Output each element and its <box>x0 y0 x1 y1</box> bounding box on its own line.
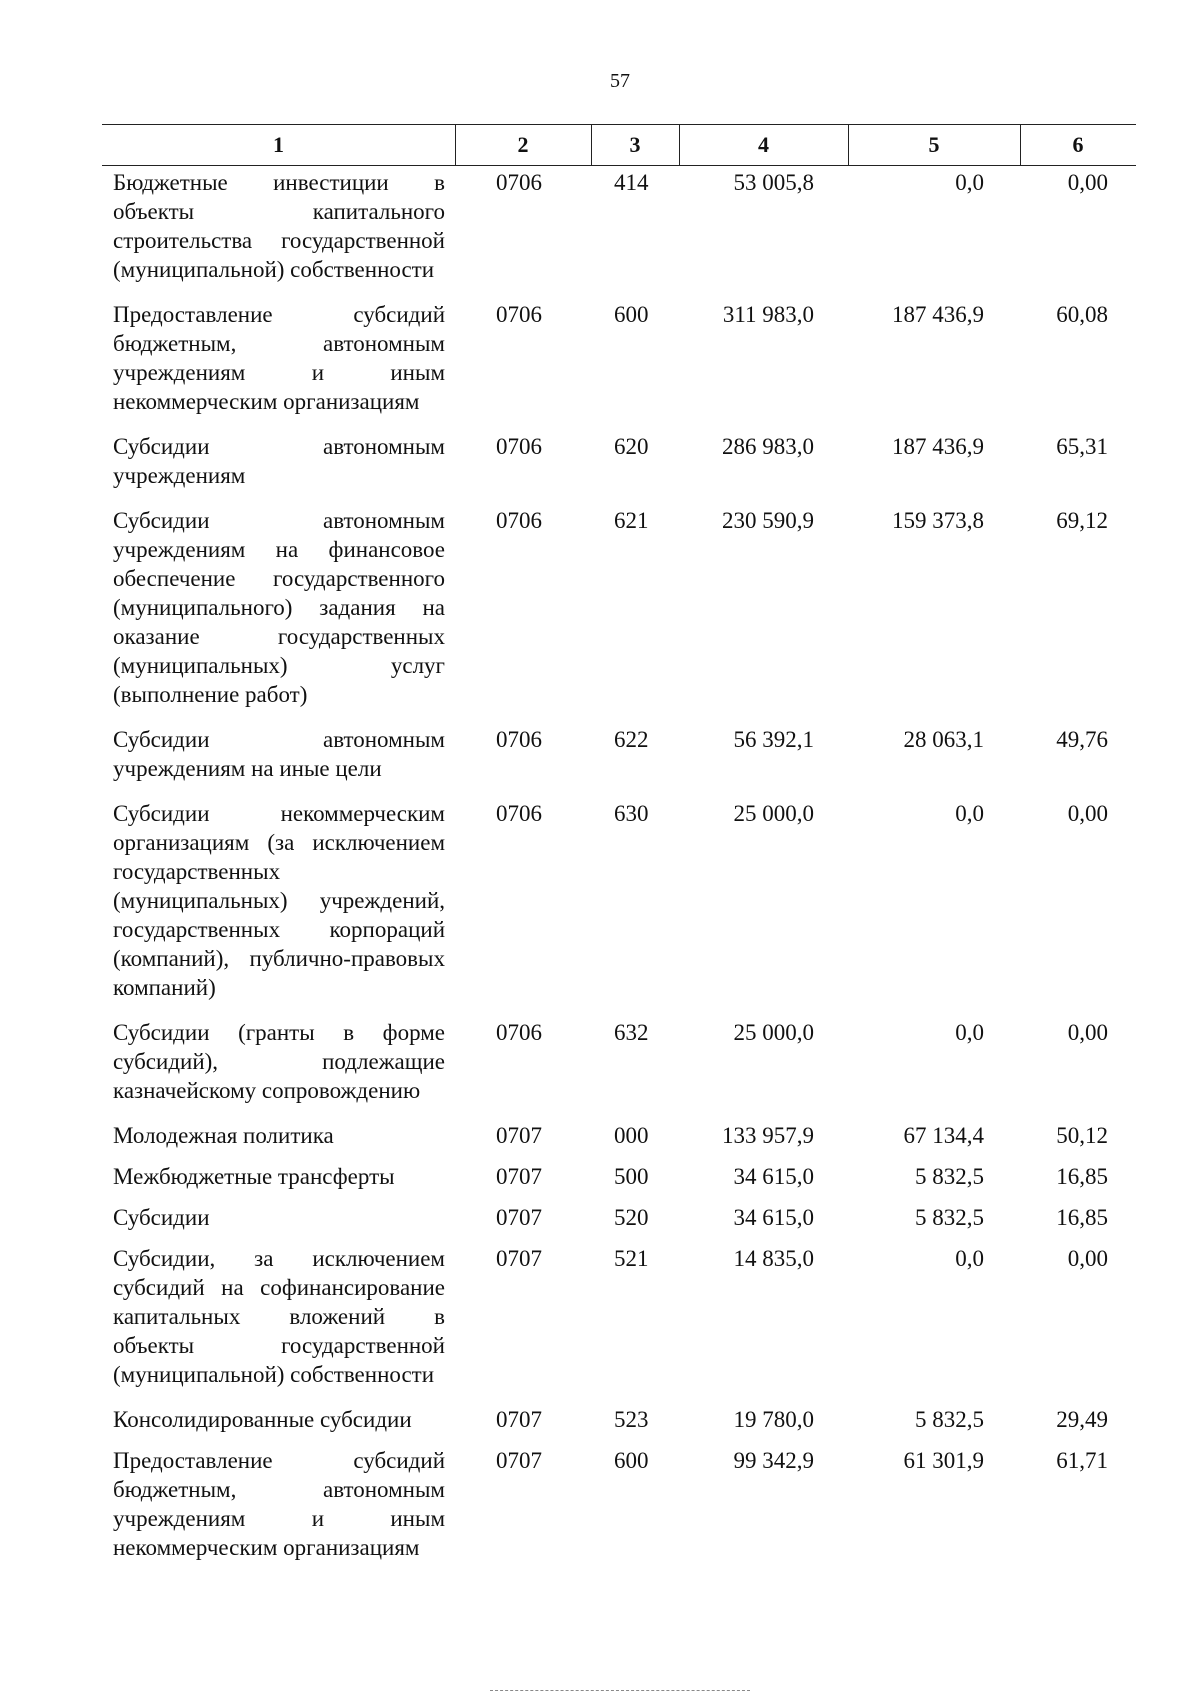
row-planned-amount: 53 005,8 <box>733 170 814 195</box>
row-section-code: 0707 <box>496 1246 542 1271</box>
row-description: Молодежная политика <box>113 1123 334 1148</box>
row-percent: 60,08 <box>1056 302 1108 327</box>
column-header-4: 4 <box>758 132 769 157</box>
row-planned-amount: 14 835,0 <box>733 1246 814 1271</box>
row-expense-type-code: 621 <box>614 508 649 533</box>
row-actual-amount: 159 373,8 <box>892 508 984 533</box>
row-actual-amount: 0,0 <box>955 170 984 195</box>
row-percent: 69,12 <box>1056 508 1108 533</box>
column-header-5: 5 <box>928 132 940 157</box>
row-description: Межбюджетные трансферты <box>113 1164 395 1189</box>
table-body <box>0 168 1200 1562</box>
table-row <box>0 1121 1200 1150</box>
row-section-code: 0707 <box>496 1448 542 1473</box>
column-header-6: 6 <box>1072 132 1084 157</box>
row-description: Субсидии, за исключением субсидий на софинансирование капитальных вложений в объекты государственной (муниципальной) собственности <box>113 1246 445 1387</box>
table-row <box>0 1203 1200 1232</box>
row-planned-amount: 34 615,0 <box>733 1205 814 1230</box>
row-expense-type-code: 500 <box>614 1164 649 1189</box>
row-planned-amount: 311 983,0 <box>722 302 814 327</box>
row-planned-amount: 34 615,0 <box>733 1164 814 1189</box>
row-description: Предоставление субсидий бюджетным, автономным учреждениям и иным некоммерческим организациям <box>113 1448 445 1560</box>
table-row <box>0 168 1200 284</box>
row-expense-type-code: 600 <box>614 302 649 327</box>
row-section-code: 0707 <box>496 1407 542 1432</box>
row-description: Субсидии некоммерческим организациям (за исключением государственных (муниципальных) учреждений, государственных корпораций (компаний), публично-правовых компаний) <box>113 801 445 1000</box>
table-header-rule <box>102 165 1136 166</box>
row-percent: 29,49 <box>1056 1407 1108 1432</box>
scan-edge-mark <box>490 1690 750 1691</box>
row-planned-amount: 19 780,0 <box>733 1407 814 1432</box>
row-description: Субсидии (гранты в форме субсидий), подлежащие казначейскому сопровождению <box>113 1020 445 1103</box>
row-section-code: 0707 <box>496 1123 542 1148</box>
row-planned-amount: 230 590,9 <box>722 508 814 533</box>
row-actual-amount: 5 832,5 <box>915 1407 984 1432</box>
page-number: 57 <box>610 70 630 92</box>
row-section-code: 0706 <box>496 170 542 195</box>
row-section-code: 0706 <box>496 302 542 327</box>
row-actual-amount: 5 832,5 <box>915 1205 984 1230</box>
row-actual-amount: 28 063,1 <box>903 727 984 752</box>
row-description: Субсидии автономным учреждениям <box>113 434 445 488</box>
table-row <box>0 432 1200 490</box>
table-row <box>0 300 1200 416</box>
row-actual-amount: 187 436,9 <box>892 302 984 327</box>
row-expense-type-code: 620 <box>614 434 649 459</box>
row-planned-amount: 133 957,9 <box>722 1123 814 1148</box>
row-planned-amount: 99 342,9 <box>733 1448 814 1473</box>
row-expense-type-code: 600 <box>614 1448 649 1473</box>
row-expense-type-code: 000 <box>614 1123 649 1148</box>
row-expense-type-code: 523 <box>614 1407 649 1432</box>
row-expense-type-code: 414 <box>614 170 649 195</box>
row-percent: 50,12 <box>1056 1123 1108 1148</box>
row-description: Предоставление субсидий бюджетным, автономным учреждениям и иным некоммерческим организациям <box>113 302 445 414</box>
row-percent: 16,85 <box>1056 1205 1108 1230</box>
row-actual-amount: 5 832,5 <box>915 1164 984 1189</box>
table-row <box>0 1162 1200 1191</box>
row-description: Бюджетные инвестиции в объекты капитального строительства государственной (муниципальной) собственности <box>113 170 445 282</box>
row-description: Субсидии автономным учреждениям на финансовое обеспечение государственного (муниципального) задания на оказание государственных (муниципальных) услуг (выполнение работ) <box>113 508 445 707</box>
table-top-rule <box>102 124 1136 125</box>
row-percent: 16,85 <box>1056 1164 1108 1189</box>
row-section-code: 0706 <box>496 1020 542 1045</box>
row-percent: 0,00 <box>1067 1246 1108 1271</box>
row-expense-type-code: 630 <box>614 801 649 826</box>
row-actual-amount: 0,0 <box>955 801 984 826</box>
row-percent: 65,31 <box>1056 434 1108 459</box>
table-row <box>0 506 1200 709</box>
row-section-code: 0706 <box>496 801 542 826</box>
row-expense-type-code: 622 <box>614 727 649 752</box>
row-section-code: 0706 <box>496 727 542 752</box>
row-percent: 0,00 <box>1067 801 1108 826</box>
row-actual-amount: 61 301,9 <box>903 1448 984 1473</box>
column-header-3: 3 <box>629 132 641 157</box>
table-row <box>0 799 1200 1002</box>
row-actual-amount: 0,0 <box>955 1020 984 1045</box>
table-row <box>0 1405 1200 1434</box>
row-planned-amount: 25 000,0 <box>733 1020 814 1045</box>
column-header-2: 2 <box>517 132 529 157</box>
row-actual-amount: 187 436,9 <box>892 434 984 459</box>
row-expense-type-code: 521 <box>614 1246 649 1271</box>
table-row <box>0 1446 1200 1562</box>
column-header-1: 1 <box>273 132 284 157</box>
row-description: Консолидированные субсидии <box>113 1407 412 1432</box>
table-row <box>0 725 1200 783</box>
row-section-code: 0706 <box>496 508 542 533</box>
row-planned-amount: 25 000,0 <box>733 801 814 826</box>
row-planned-amount: 56 392,1 <box>733 727 814 752</box>
row-planned-amount: 286 983,0 <box>722 434 814 459</box>
row-description: Субсидии автономным учреждениям на иные цели <box>113 727 445 781</box>
row-expense-type-code: 520 <box>614 1205 649 1230</box>
row-percent: 0,00 <box>1067 1020 1108 1045</box>
row-percent: 61,71 <box>1056 1448 1108 1473</box>
row-percent: 0,00 <box>1067 170 1108 195</box>
row-actual-amount: 67 134,4 <box>903 1123 984 1148</box>
row-section-code: 0707 <box>496 1205 542 1230</box>
row-description: Субсидии <box>113 1205 210 1230</box>
row-section-code: 0707 <box>496 1164 542 1189</box>
table-row <box>0 1244 1200 1389</box>
row-actual-amount: 0,0 <box>955 1246 984 1271</box>
row-percent: 49,76 <box>1056 727 1108 752</box>
row-expense-type-code: 632 <box>614 1020 649 1045</box>
row-section-code: 0706 <box>496 434 542 459</box>
table-row <box>0 1018 1200 1105</box>
